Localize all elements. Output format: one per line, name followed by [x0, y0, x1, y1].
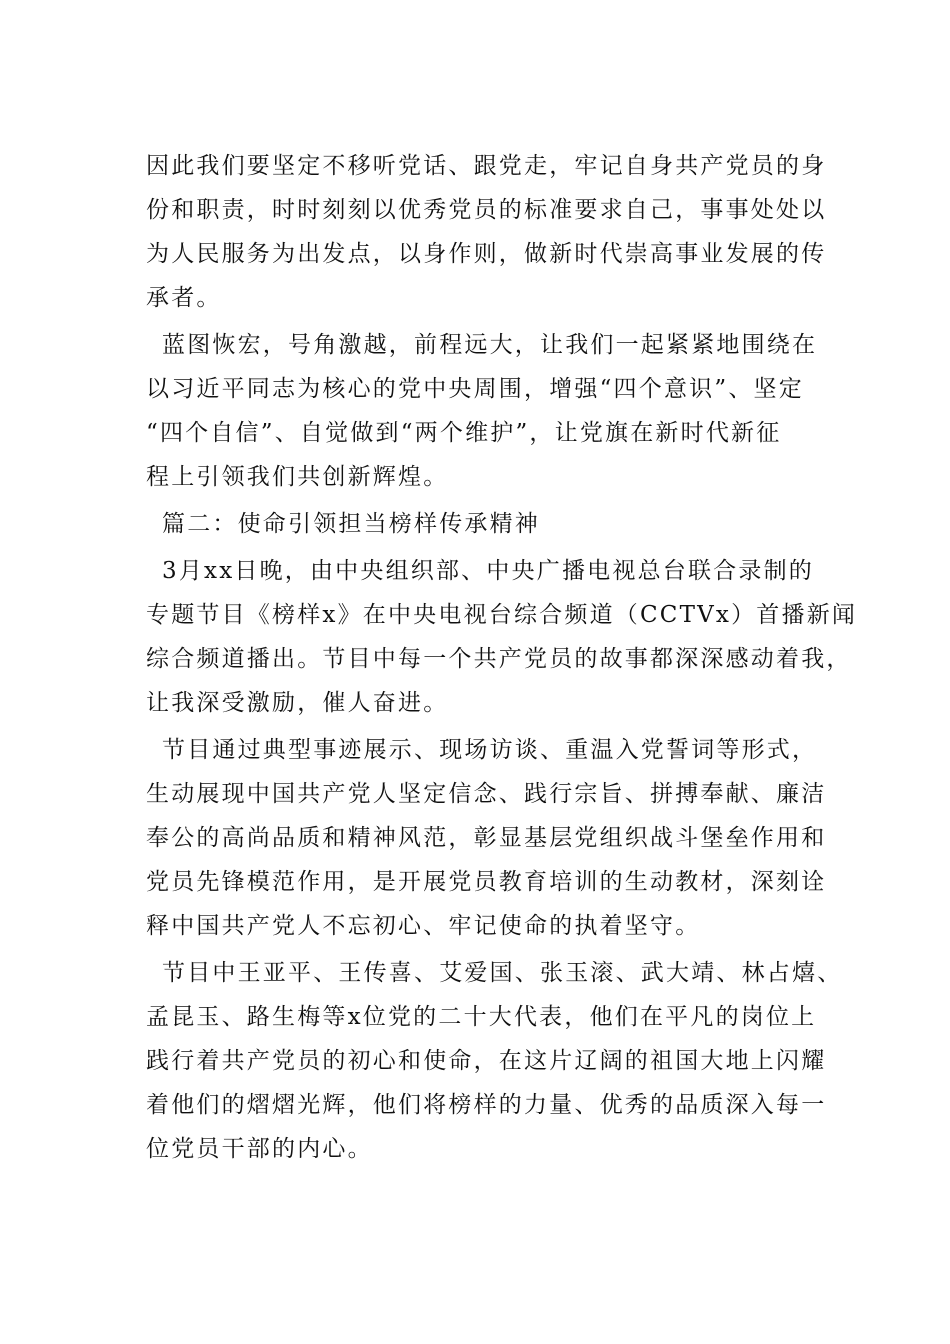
paragraph-line: 专题节目《榜样x》在中央电视台综合频道（CCTVx）首播新闻	[146, 602, 858, 628]
paragraph-line: 奉公的高尚品质和精神风范，彰显基层党组织战斗堡垒作用和	[146, 825, 827, 851]
paragraph-line: 承者。	[146, 285, 222, 311]
paragraph-line: 以习近平同志为核心的党中央周围，增强“四个意识”、坚定	[146, 376, 804, 402]
paragraph-line: 释中国共产党人不忘初心、牢记使命的执着坚守。	[146, 913, 701, 939]
paragraph-line: 3月xx日晚，由中央组织部、中央广播电视总台联合录制的	[162, 558, 814, 584]
paragraph-line: 为人民服务为出发点，以身作则，做新时代崇高事业发展的传	[146, 241, 827, 267]
paragraph-line: 份和职责，时时刻刻以优秀党员的标准要求自己，事事处处以	[146, 197, 827, 223]
paragraph-line: 生动展现中国共产党人坚定信念、践行宗旨、拼搏奉献、廉洁	[146, 781, 827, 807]
paragraph-line: 因此我们要坚定不移听党话、跟党走，牢记自身共产党员的身	[146, 153, 827, 179]
paragraph-line: 党员先锋模范作用，是开展党员教育培训的生动教材，深刻诠	[146, 869, 827, 895]
paragraph-line: 节目中王亚平、王传喜、艾爱国、张玉滚、武大靖、林占熺、	[162, 960, 843, 986]
section-heading: 篇二：使命引领担当榜样传承精神	[162, 511, 540, 537]
paragraph-line: 让我深受激励，催人奋进。	[146, 690, 449, 716]
paragraph-line: 践行着共产党员的初心和使命，在这片辽阔的祖国大地上闪耀	[146, 1048, 827, 1074]
paragraph-line: 着他们的熠熠光辉，他们将榜样的力量、优秀的品质深入每一	[146, 1092, 827, 1118]
paragraph-line: 蓝图恢宏，号角激越，前程远大，让我们一起紧紧地围绕在	[162, 332, 818, 358]
paragraph-line: 节目通过典型事迹展示、现场访谈、重温入党誓词等形式，	[162, 737, 818, 763]
paragraph-line: 综合频道播出。节目中每一个共产党员的故事都深深感动着我，	[146, 646, 852, 672]
paragraph-line: “四个自信”、自觉做到“两个维护”，让党旗在新时代新征	[146, 420, 782, 446]
paragraph-line: 位党员干部的内心。	[146, 1136, 373, 1162]
paragraph-line: 程上引领我们共创新辉煌。	[146, 464, 449, 490]
document-body	[146, 144, 858, 1171]
paragraph-line: 孟昆玉、路生梅等x位党的二十大代表，他们在平凡的岗位上	[146, 1004, 817, 1030]
